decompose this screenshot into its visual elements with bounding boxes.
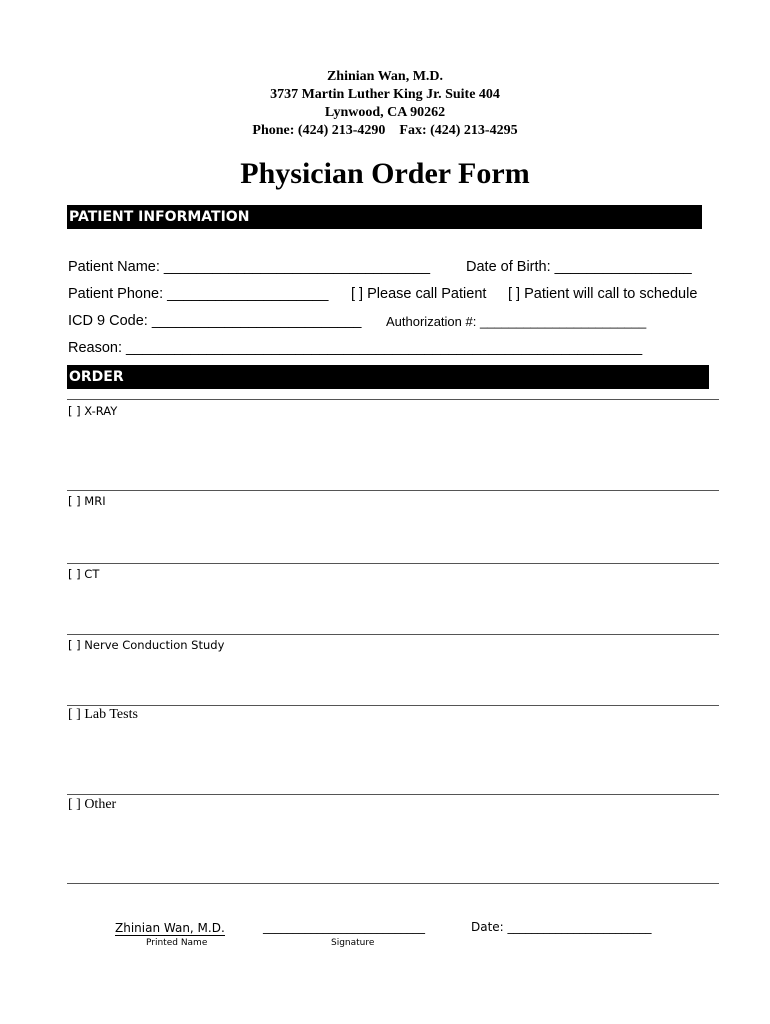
please-call-checkbox[interactable]: [ ] Please call Patient xyxy=(351,286,487,302)
signature-field[interactable]: ___________________________ xyxy=(263,920,425,934)
divider xyxy=(67,399,719,400)
divider xyxy=(67,563,719,564)
nerve-conduction-checkbox[interactable]: [ ] Nerve Conduction Study xyxy=(68,638,225,652)
patient-phone-field[interactable]: Patient Phone: ____________________ xyxy=(68,286,329,302)
divider xyxy=(67,490,719,491)
city-line: Lynwood, CA 90262 xyxy=(324,105,446,120)
patient-information-heading: PATIENT INFORMATION xyxy=(67,205,702,229)
lab-tests-checkbox[interactable]: [ ] Lab Tests xyxy=(68,707,138,722)
patient-name-field[interactable]: Patient Name: _________________________________ xyxy=(68,259,431,275)
xray-checkbox[interactable]: [ ] X-RAY xyxy=(68,404,118,418)
divider xyxy=(67,883,719,884)
doctor-name: Zhinian Wan, M.D. xyxy=(326,69,444,84)
order-heading: ORDER xyxy=(67,365,709,389)
address-line: 3737 Martin Luther King Jr. Suite 404 xyxy=(270,87,500,102)
printed-name-value: Zhinian Wan, M.D. xyxy=(115,921,225,935)
divider xyxy=(67,705,719,706)
icd9-code-field[interactable]: ICD 9 Code: __________________________ xyxy=(68,313,362,329)
ct-checkbox[interactable]: [ ] CT xyxy=(68,567,100,581)
divider xyxy=(67,794,719,795)
page-title: Physician Order Form xyxy=(240,157,530,190)
authorization-field[interactable]: Authorization #: _______________________ xyxy=(386,314,647,329)
reason-field[interactable]: Reason: ________________________________________________________________ xyxy=(68,340,643,356)
date-field[interactable]: Date: ________________________ xyxy=(471,920,652,934)
phone-fax-line: Phone: (424) 213-4290 Fax: (424) 213-4295 xyxy=(252,123,518,138)
divider xyxy=(67,634,719,635)
signature-label: Signature xyxy=(331,938,375,948)
date-of-birth-field[interactable]: Date of Birth: _________________ xyxy=(466,259,692,275)
mri-checkbox[interactable]: [ ] MRI xyxy=(68,494,106,508)
other-checkbox[interactable]: [ ] Other xyxy=(68,797,117,812)
printed-name-label: Printed Name xyxy=(146,938,208,948)
patient-will-call-checkbox[interactable]: [ ] Patient will call to schedule xyxy=(508,286,698,302)
